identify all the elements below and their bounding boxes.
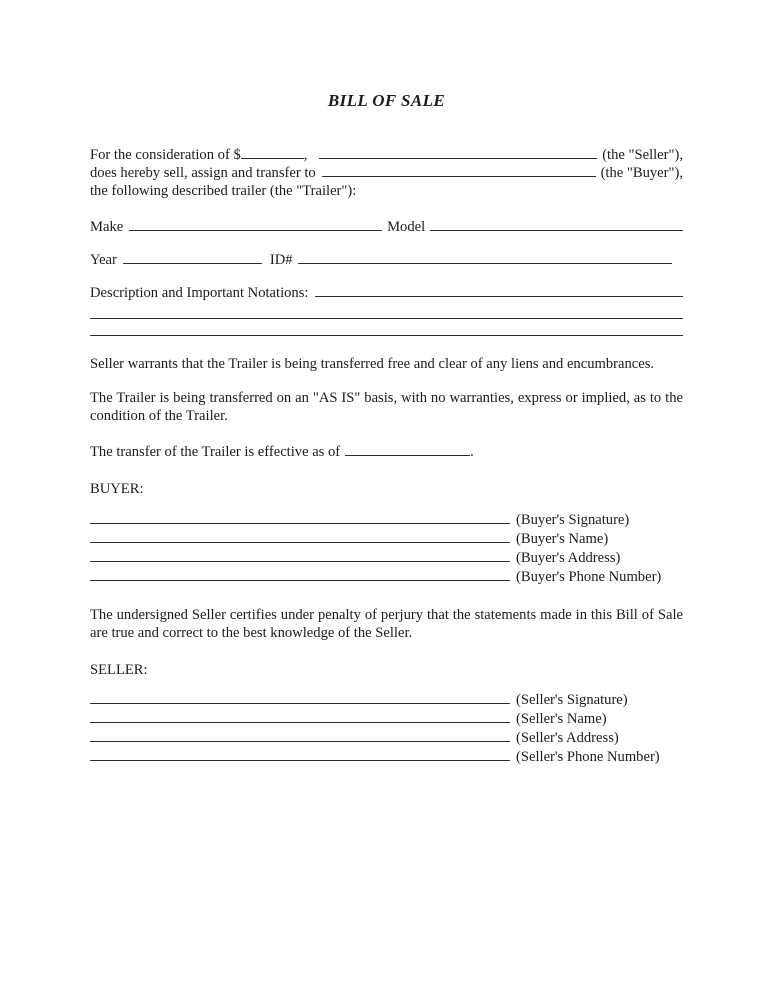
seller-phone-blank[interactable] (90, 760, 510, 761)
consideration-comma-text: , (303, 147, 308, 163)
seller-signature-block (90, 691, 683, 767)
year-blank[interactable] (123, 263, 262, 264)
buyer-signature-blank[interactable] (90, 523, 510, 524)
intro-line-2 (90, 164, 683, 182)
intro-line-1 (90, 146, 683, 164)
buyer-party-label: (the "Buyer"), (600, 165, 683, 181)
seller-signature-row (90, 691, 683, 710)
make-label: Make (90, 219, 124, 235)
buyer-signature-block (90, 511, 683, 587)
model-label: Model (387, 219, 426, 235)
effective-suffix-text: . (470, 444, 474, 460)
buyer-section-heading: BUYER: (90, 481, 144, 497)
seller-phone-row (90, 748, 683, 767)
document-title: BILL OF SALE (327, 91, 446, 110)
effective-date-blank[interactable] (345, 455, 470, 456)
make-blank[interactable] (129, 230, 382, 231)
buyer-phone-row (90, 568, 683, 587)
buyer-phone-blank[interactable] (90, 580, 510, 581)
buyer-name-row (90, 530, 683, 549)
buyer-phone-label: (Buyer's Phone Number) (516, 569, 662, 585)
buyer-address-label: (Buyer's Address) (516, 550, 621, 566)
seller-signature-blank[interactable] (90, 703, 510, 704)
transfer-text: does hereby sell, assign and transfer to (90, 165, 316, 181)
buyer-name-line-blank[interactable] (90, 542, 510, 543)
year-id-row (90, 251, 683, 269)
description-label: Description and Important Notations: (90, 285, 309, 301)
buyer-name-label: (Buyer's Name) (516, 531, 609, 547)
buyer-address-blank[interactable] (90, 561, 510, 562)
description-row (90, 284, 683, 302)
seller-signature-label: (Seller's Signature) (516, 692, 628, 708)
year-label: Year (90, 252, 117, 268)
seller-party-label: (the "Seller"), (602, 147, 683, 163)
consideration-amount-blank[interactable] (241, 158, 304, 159)
make-model-row (90, 218, 683, 236)
buyer-signature-row (90, 511, 683, 530)
model-blank[interactable] (430, 230, 683, 231)
seller-name-blank[interactable] (319, 158, 597, 159)
document-content (90, 0, 683, 767)
seller-name-row (90, 710, 683, 729)
buyer-address-row (90, 549, 683, 568)
seller-name-label: (Seller's Name) (516, 711, 607, 727)
intro-paragraph (90, 146, 683, 200)
seller-address-row (90, 729, 683, 748)
liens-clause: Seller warrants that the Trailer is being transferred free and clear of any liens and encumbrances. (90, 356, 655, 372)
seller-address-label: (Seller's Address) (516, 730, 619, 746)
intro-line-3: the following described trailer (the "Trailer"): (90, 183, 357, 199)
buyer-name-blank[interactable] (322, 176, 596, 177)
effective-date-row (90, 443, 683, 461)
description-blank-1[interactable] (315, 296, 683, 297)
buyer-signature-label: (Buyer's Signature) (516, 512, 630, 528)
id-number-label: ID# (269, 252, 293, 268)
certification-clause: The undersigned Seller certifies under penalty of perjury that the statements made in this Bill of Sale are true and correct to the best knowledge of the Seller. (90, 607, 683, 641)
seller-name-line-blank[interactable] (90, 722, 510, 723)
description-blank-3[interactable] (90, 319, 683, 336)
as-is-clause: The Trailer is being transferred on an "AS IS" basis, with no warranties, express or implied, as to the condition of the Trailer. (90, 390, 683, 424)
id-number-blank[interactable] (298, 263, 672, 264)
effective-prefix-text: The transfer of the Trailer is effective as of (90, 444, 341, 460)
description-blank-2[interactable] (90, 302, 683, 319)
seller-phone-label: (Seller's Phone Number) (516, 749, 660, 765)
seller-address-blank[interactable] (90, 741, 510, 742)
consideration-prefix-text: For the consideration of $ (90, 147, 241, 163)
seller-section-heading: SELLER: (90, 662, 148, 678)
description-block (90, 284, 683, 336)
